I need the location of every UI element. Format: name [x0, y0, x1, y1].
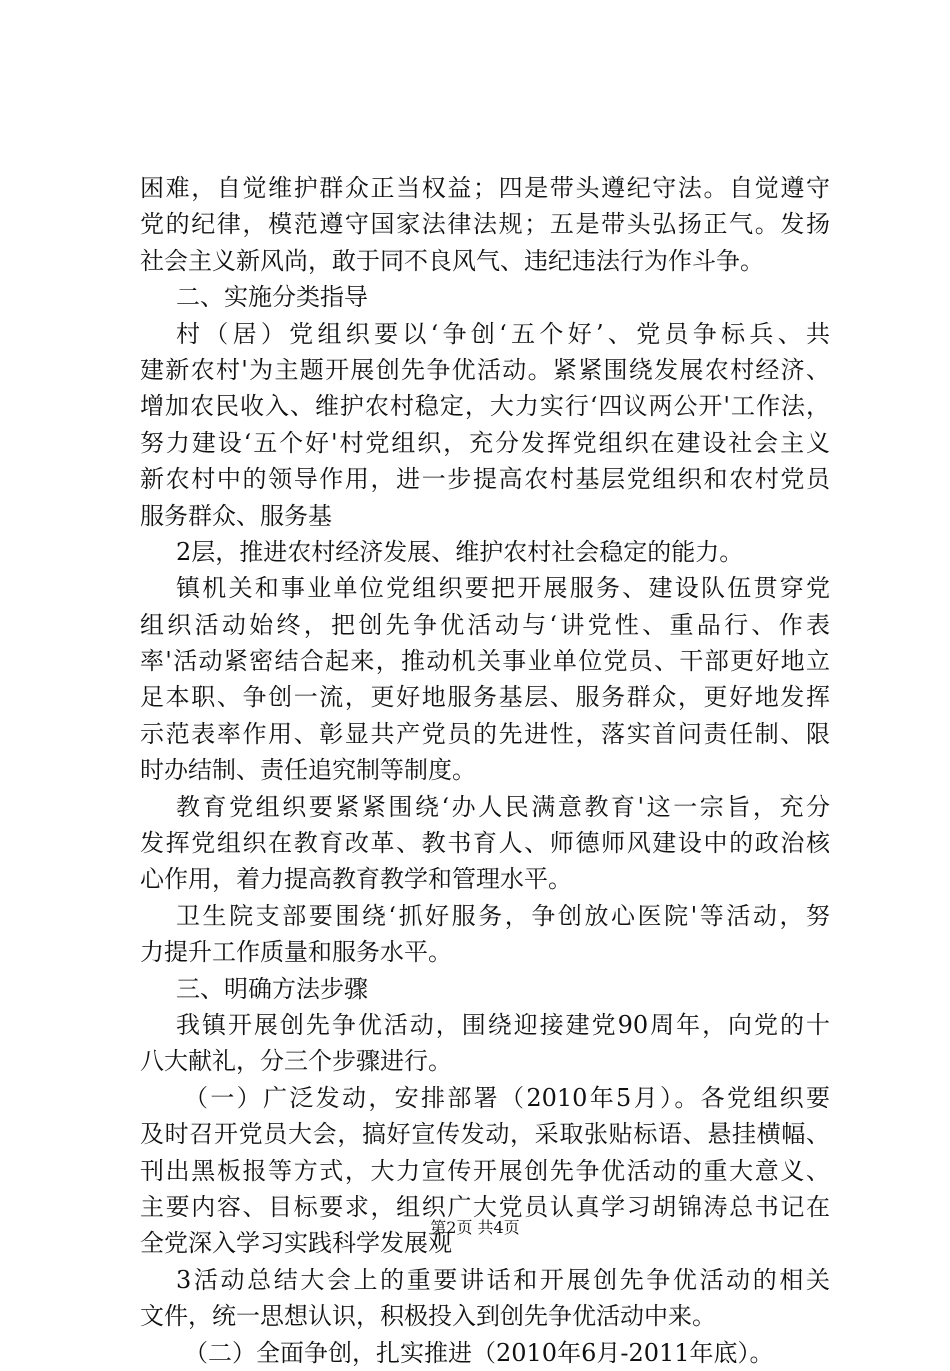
page-footer: 第2页 共4页 [430, 1218, 520, 1237]
text-line: 率'活动紧密结合起来，推动机关事业单位党员、干部更好地立 [140, 647, 830, 676]
text-line: 我镇开展创先争优活动，围绕迎接建党90周年，向党的十 [176, 1010, 830, 1039]
text-line: 全党深入学习实践科学发展观 [140, 1229, 452, 1258]
text-line: 时办结制、责任追究制等制度。 [140, 756, 476, 785]
text-line: 刊出黑板报等方式，大力宣传开展创先争优活动的重大意义、 [140, 1156, 830, 1185]
text-line: 三、明确方法步骤 [176, 974, 368, 1003]
text-line: 发挥党组织在教育改革、教书育人、师德师风建设中的政治核 [140, 829, 830, 858]
text-line: 2层，推进农村经济发展、维护农村社会稳定的能力。 [176, 537, 744, 566]
text-line: 努力建设‘五个好'村党组织，充分发挥党组织在建设社会主义 [140, 428, 830, 457]
text-line: 教育党组织要紧紧围绕‘办人民满意教育'这一宗旨，充分 [176, 792, 830, 821]
text-line: 服务群众、服务基 [140, 501, 332, 530]
text-line: 社会主义新风尚，敢于同不良风气、违纪违法行为作斗争。 [140, 246, 764, 275]
text-line: 文件，统一思想认识，积极投入到创先争优活动中来。 [140, 1302, 716, 1331]
text-line: 力提升工作质量和服务水平。 [140, 938, 452, 967]
text-line: 足本职、争创一流，更好地服务基层、服务群众，更好地发挥 [140, 683, 830, 712]
text-line: 组织活动始终，把创先争优活动与‘讲党性、重品行、作表 [140, 610, 830, 639]
text-line: 增加农民收入、维护农村稳定，大力实行‘四议两公开'工作法， [140, 392, 830, 421]
text-line: 党的纪律，模范遵守国家法律法规；五是带头弘扬正气。发扬 [140, 210, 830, 239]
text-line: 心作用，着力提高教育教学和管理水平。 [140, 865, 572, 894]
text-line: 困难，自觉维护群众正当权益；四是带头遵纪守法。自觉遵守 [140, 174, 830, 202]
document-body [140, 170, 830, 1371]
text-line: 主要内容、目标要求，组织广大党员认真学习胡锦涛总书记在 [140, 1192, 830, 1221]
text-line: 八大献礼，分三个步骤进行。 [140, 1047, 452, 1076]
text-line: 3活动总结大会上的重要讲话和开展创先争优活动的相关 [176, 1265, 830, 1294]
text-line: 示范表率作用、彰显共产党员的先进性，落实首问责任制、限 [140, 719, 830, 748]
text-line: （二）全面争创，扎实推进（2010年6月-2011年底）。 [184, 1338, 774, 1367]
text-line: 建新农村'为主题开展创先争优活动。紧紧围绕发展农村经济、 [140, 355, 830, 384]
text-line: 镇机关和事业单位党组织要把开展服务、建设队伍贯穿党 [176, 574, 830, 603]
text-line: 卫生院支部要围绕‘抓好服务，争创放心医院'等活动，努 [176, 901, 830, 930]
text-line: 及时召开党员大会，搞好宣传发动，采取张贴标语、悬挂横幅、 [140, 1120, 830, 1149]
text-line: 新农村中的领导作用，进一步提高农村基层党组织和农村党员 [140, 465, 830, 494]
text-line: （一）广泛发动，安排部署（2010年5月）。各党组织要 [184, 1083, 830, 1112]
text-line: 村（居）党组织要以‘争创‘五个好’、党员争标兵、共 [176, 319, 830, 348]
text-line: 二、实施分类指导 [176, 283, 368, 312]
